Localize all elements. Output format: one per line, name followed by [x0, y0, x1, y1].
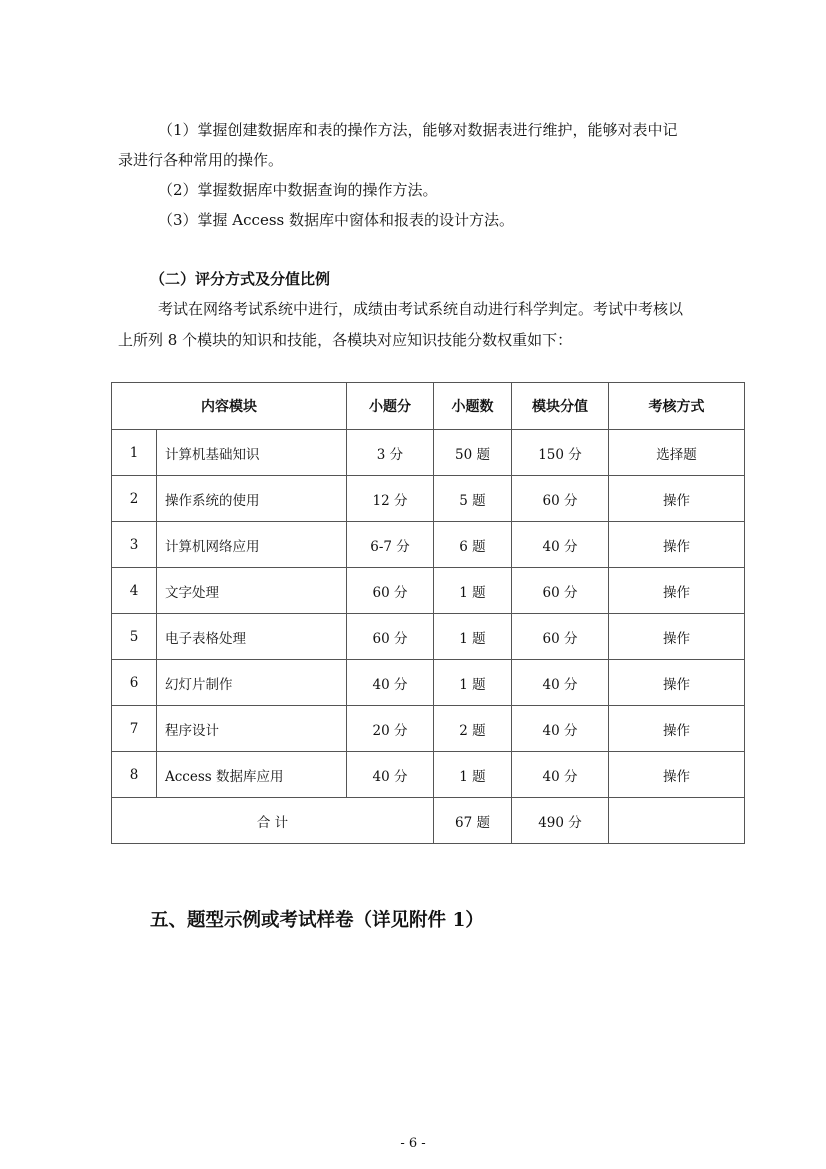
table-total-row — [112, 798, 745, 844]
table-header-row — [112, 383, 745, 430]
row-item-count: 1 题 — [434, 614, 512, 660]
header-assessment-method: 考核方式 — [609, 383, 745, 430]
table-row — [112, 430, 745, 476]
requirement-1-line-1: （1）掌握创建数据库和表的操作方法，能够对数据表进行维护，能够对表中记 — [158, 121, 678, 139]
row-module: 电子表格处理 — [157, 614, 347, 660]
row-item-score: 60 分 — [347, 568, 434, 614]
section-2-heading: （二）评分方式及分值比例 — [150, 270, 331, 288]
table-row — [112, 660, 745, 706]
section-2-body-line-1: 考试在网络考试系统中进行，成绩由考试系统自动进行科学判定。考试中考核以 — [158, 300, 684, 318]
table-row — [112, 476, 745, 522]
requirement-2: （2）掌握数据库中数据查询的操作方法。 — [158, 181, 438, 199]
page-number: - 6 - — [400, 1136, 426, 1151]
row-method: 操作 — [609, 614, 745, 660]
row-method: 操作 — [609, 522, 745, 568]
row-module-score: 40 分 — [512, 660, 609, 706]
table-row — [112, 568, 745, 614]
row-method: 操作 — [609, 706, 745, 752]
row-item-count: 1 题 — [434, 660, 512, 706]
row-module-score: 150 分 — [512, 430, 609, 476]
header-module: 内容模块 — [112, 383, 347, 430]
row-module-score: 40 分 — [512, 752, 609, 798]
row-method: 操作 — [609, 752, 745, 798]
row-module-score: 60 分 — [512, 476, 609, 522]
row-module-score: 40 分 — [512, 522, 609, 568]
row-module: 操作系统的使用 — [157, 476, 347, 522]
row-method: 操作 — [609, 660, 745, 706]
row-method: 操作 — [609, 568, 745, 614]
row-item-score: 3 分 — [347, 430, 434, 476]
header-item-count: 小题数 — [434, 383, 512, 430]
row-index: 3 — [112, 522, 157, 568]
row-item-score: 12 分 — [347, 476, 434, 522]
row-index: 6 — [112, 660, 157, 706]
row-module: 幻灯片制作 — [157, 660, 347, 706]
total-item-count: 67 题 — [434, 798, 512, 844]
row-module-score: 40 分 — [512, 706, 609, 752]
row-method: 操作 — [609, 476, 745, 522]
row-module: 程序设计 — [157, 706, 347, 752]
row-index: 7 — [112, 706, 157, 752]
table-row — [112, 522, 745, 568]
row-item-count: 5 题 — [434, 476, 512, 522]
row-index: 1 — [112, 430, 157, 476]
row-index: 4 — [112, 568, 157, 614]
row-item-score: 6-7 分 — [347, 522, 434, 568]
requirement-3: （3）掌握 Access 数据库中窗体和报表的设计方法。 — [158, 211, 514, 229]
section-5-heading: 五、题型示例或考试样卷（详见附件 1） — [150, 910, 484, 931]
row-method: 选择题 — [609, 430, 745, 476]
row-module-score: 60 分 — [512, 614, 609, 660]
total-score: 490 分 — [512, 798, 609, 844]
table-row — [112, 706, 745, 752]
requirement-1-line-2: 录进行各种常用的操作。 — [118, 151, 284, 169]
row-module: Access 数据库应用 — [157, 752, 347, 798]
row-item-score: 40 分 — [347, 660, 434, 706]
row-item-count: 6 题 — [434, 522, 512, 568]
score-weight-table — [111, 382, 745, 844]
header-module-score: 模块分值 — [512, 383, 609, 430]
row-module-score: 60 分 — [512, 568, 609, 614]
table-row — [112, 752, 745, 798]
row-index: 5 — [112, 614, 157, 660]
row-module: 计算机网络应用 — [157, 522, 347, 568]
row-item-score: 20 分 — [347, 706, 434, 752]
row-item-count: 1 题 — [434, 568, 512, 614]
row-module: 文字处理 — [157, 568, 347, 614]
total-label: 合 计 — [112, 798, 434, 844]
total-method — [609, 798, 745, 844]
header-item-score: 小题分 — [347, 383, 434, 430]
row-module: 计算机基础知识 — [157, 430, 347, 476]
row-index: 8 — [112, 752, 157, 798]
row-item-count: 2 题 — [434, 706, 512, 752]
table-row — [112, 614, 745, 660]
row-index: 2 — [112, 476, 157, 522]
row-item-count: 1 题 — [434, 752, 512, 798]
row-item-score: 60 分 — [347, 614, 434, 660]
row-item-count: 50 题 — [434, 430, 512, 476]
row-item-score: 40 分 — [347, 752, 434, 798]
section-2-body-line-2: 上所列 8 个模块的知识和技能，各模块对应知识技能分数权重如下： — [118, 331, 573, 349]
